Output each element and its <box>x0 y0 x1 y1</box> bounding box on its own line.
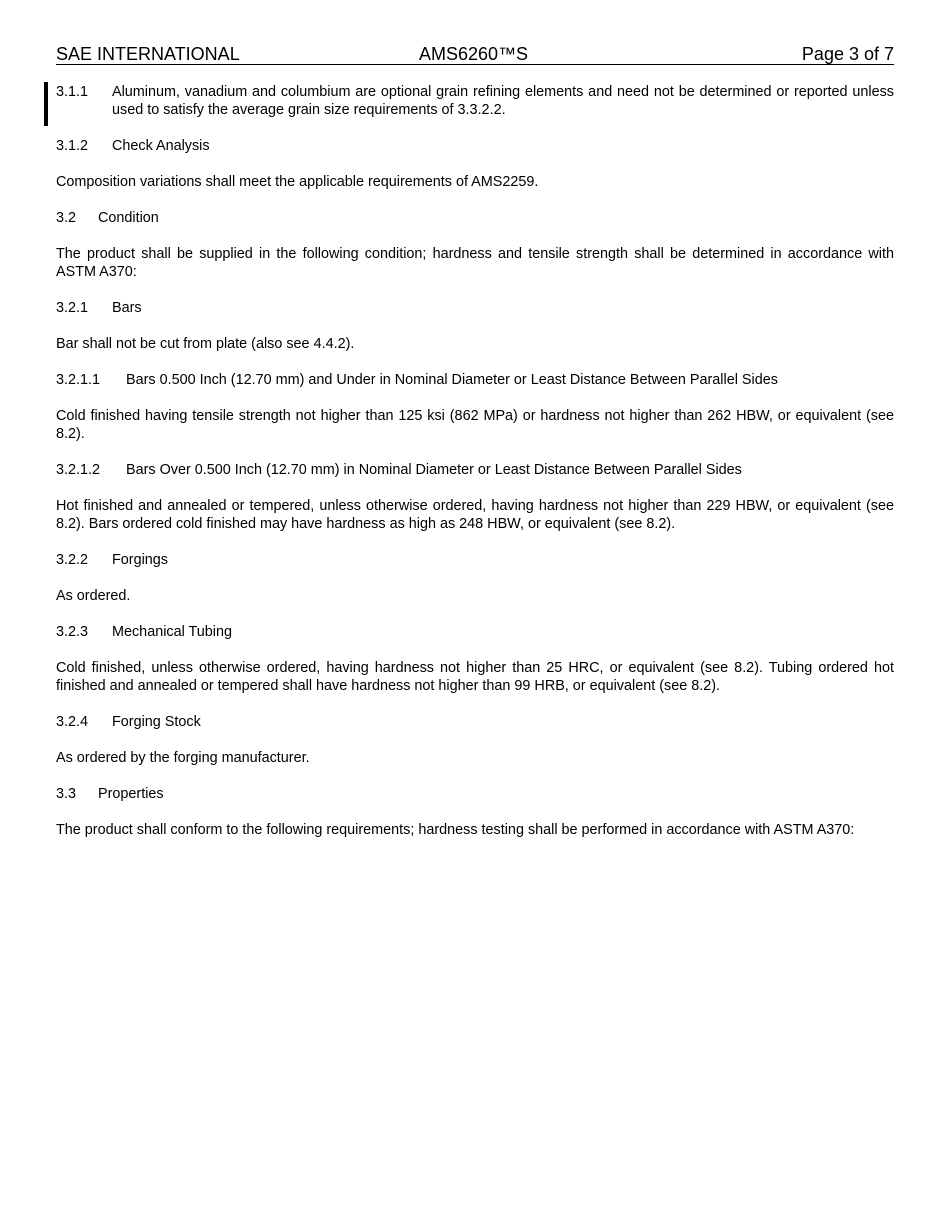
heading-title: Forging Stock <box>112 714 201 730</box>
heading-number: 3.2.1.2 <box>56 462 101 478</box>
heading-title: Bars 0.500 Inch (12.70 mm) and Under in Nominal Diameter or Least Distance Between Parallel Sides <box>126 372 778 388</box>
heading-number: 3.2.1 <box>56 300 89 316</box>
paragraph-3-1-2: Composition variations shall meet the applicable requirements of AMS2259. <box>56 174 539 190</box>
paragraph-3-2-1-1: Cold finished having tensile strength not higher than 125 ksi (862 MPa) or hardness not higher than 262 HBW, or equivalent (see 8.2). <box>56 408 894 442</box>
heading-title: Bars <box>112 300 142 316</box>
heading-3-2-1-1 <box>56 371 894 389</box>
revision-change-bar <box>44 82 48 126</box>
heading-number: 3.2.4 <box>56 714 89 730</box>
paragraph-3-2-1: Bar shall not be cut from plate (also see 4.4.2). <box>56 336 355 352</box>
paragraph-3-2-3: Cold finished, unless otherwise ordered, having hardness not higher than 25 HRC, or equivalent (see 8.2). Tubing ordered hot finished and annealed or tempered shall have hardness not higher than 99 HRB, or equivalent (see 8.2). <box>56 660 894 694</box>
heading-3-2-1 <box>56 299 894 317</box>
heading-title: Bars Over 0.500 Inch (12.70 mm) in Nominal Diameter or Least Distance Between Parallel Sides <box>126 462 742 478</box>
heading-3-2-2 <box>56 551 894 569</box>
header-page-number: Page 3 of 7 <box>801 44 894 64</box>
page-header <box>56 44 894 65</box>
heading-number: 3.3 <box>56 786 77 802</box>
section-text: Aluminum, vanadium and columbium are optional grain refining elements and need not be determined or reported unless used to satisfy the average grain size requirements of 3.3.2.2. <box>112 84 894 118</box>
heading-title: Properties <box>98 786 164 802</box>
heading-3-2-1-2 <box>56 461 894 479</box>
heading-3-2 <box>56 209 894 227</box>
heading-title: Forgings <box>112 552 168 568</box>
section-3-1-1 <box>56 83 894 119</box>
paragraph-3-2: The product shall be supplied in the following condition; hardness and tensile strength shall be determined in accordance with ASTM A370: <box>56 246 894 280</box>
heading-title: Mechanical Tubing <box>112 624 232 640</box>
heading-number: 3.2.1.1 <box>56 372 101 388</box>
heading-number: 3.2.2 <box>56 552 89 568</box>
paragraph-3-2-2: As ordered. <box>56 588 131 604</box>
heading-number: 3.2 <box>56 210 77 226</box>
heading-number: 3.2.3 <box>56 624 89 640</box>
heading-title: Check Analysis <box>112 138 210 154</box>
heading-title: Condition <box>98 210 159 226</box>
paragraph-3-2-4: As ordered by the forging manufacturer. <box>56 750 310 766</box>
heading-number: 3.1.2 <box>56 138 89 154</box>
heading-3-3 <box>56 785 894 803</box>
heading-3-2-4 <box>56 713 894 731</box>
document-body <box>56 83 894 857</box>
paragraph-3-2-1-2: Hot finished and annealed or tempered, unless otherwise ordered, having hardness not higher than 229 HBW, or equivalent (see 8.2). Bars ordered cold finished may have hardness as high as 248 HBW, or equivalent (see 8.2). <box>56 498 894 532</box>
heading-3-2-3 <box>56 623 894 641</box>
heading-3-1-2 <box>56 137 894 155</box>
paragraph-3-3: The product shall conform to the following requirements; hardness testing shall be performed in accordance with ASTM A370: <box>56 822 855 838</box>
section-number: 3.1.1 <box>56 84 89 100</box>
header-org: SAE INTERNATIONAL <box>56 44 240 64</box>
header-doc-id: AMS6260™S <box>419 44 529 64</box>
